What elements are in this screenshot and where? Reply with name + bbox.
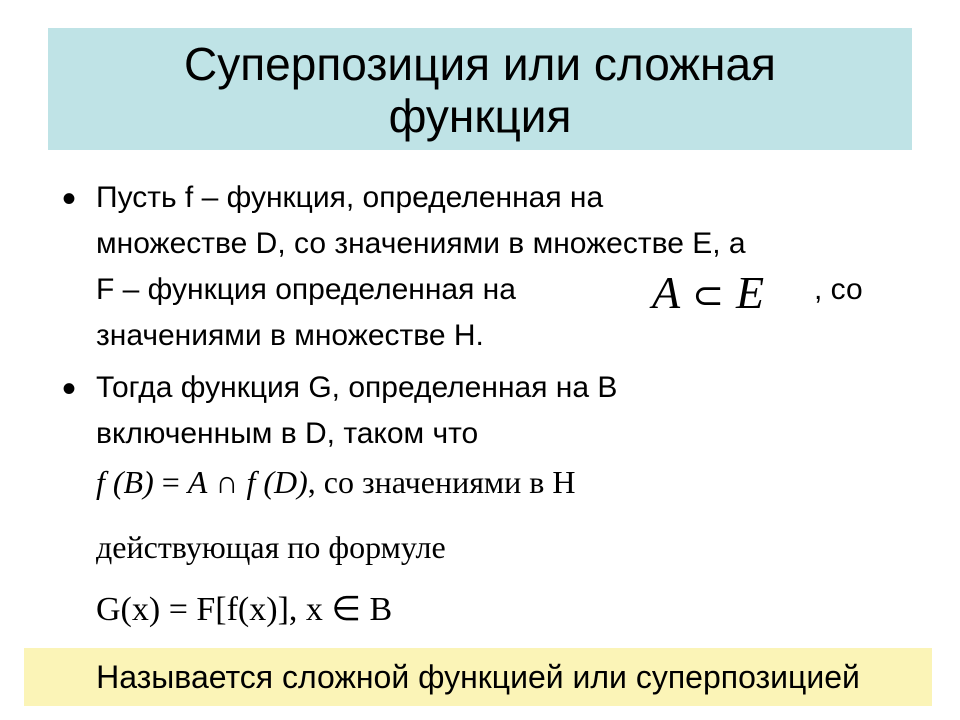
formula-f-of-d: f (D) xyxy=(246,464,308,500)
bullet2-line-1: Тогда функция G, определенная на B xyxy=(96,371,618,404)
subset-formula xyxy=(652,268,764,321)
definition-text: Называется сложной функцией или суперпозицией xyxy=(96,659,860,695)
formula-equals: = xyxy=(153,464,188,500)
slide-title-line-2: функция xyxy=(388,90,572,142)
formula-lhs: f (B) xyxy=(96,464,154,500)
formula-caption: действующая по формуле xyxy=(96,529,446,565)
composition-formula: G(x) = F[f(x)], x ∈ B xyxy=(96,591,393,628)
bullet1-line-3: F – функция определенная на xyxy=(96,273,516,306)
bullet1-line-1: Пусть f – функция, определенная на xyxy=(96,181,604,214)
bullet1-line-3-suffix: , со xyxy=(814,273,863,306)
slide-title-line-1: Суперпозиция или сложная xyxy=(184,38,776,90)
bullet-marker-1: • xyxy=(62,177,77,221)
definition-highlight xyxy=(24,648,932,706)
slide-title xyxy=(48,28,912,150)
formula-set-a: A xyxy=(187,464,208,500)
formula-intersection: ∩ xyxy=(207,464,247,500)
bullet-marker-2: • xyxy=(62,367,77,411)
bullet1-line-4: значениями в множестве H. xyxy=(96,319,484,352)
formula-tail: , со значениями в Н xyxy=(307,464,576,500)
bullet1-line-2: множестве D, со значениями в множестве E, а xyxy=(96,227,746,260)
subset-operator: ⊂ xyxy=(692,275,724,317)
bullet2-line-2: включенным в D, таком что xyxy=(96,417,479,450)
set-e: E xyxy=(735,267,765,318)
set-a: A xyxy=(652,267,681,318)
intersection-formula xyxy=(96,462,576,502)
